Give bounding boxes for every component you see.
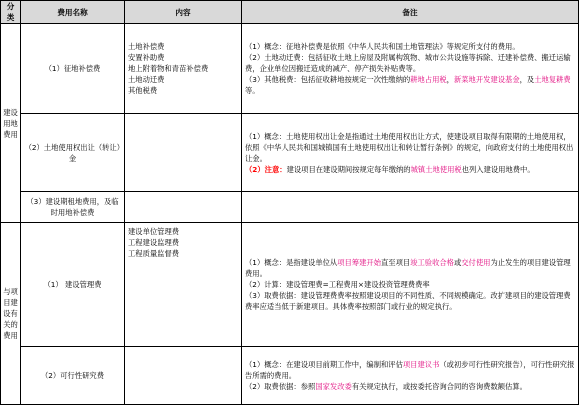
content-cell <box>125 223 242 347</box>
content-item: 安置补助费 <box>128 53 165 62</box>
highlight-text: 耕地占用税 <box>410 75 447 84</box>
fee-name: （3）建设期租地费用，及临时用地补偿费 <box>21 192 125 223</box>
content-item: 土地动迁费 <box>128 75 165 84</box>
remark-paragraph: （3）取费依据：建设管理费费率按照建设项目的不同性质、不同规模确定。改扩建项目的建设管理费费率应适当低于新建项目。具体费率按照部门或行业的规定执行。 <box>245 291 571 311</box>
header-fee-name: 费用名称 <box>21 1 125 24</box>
content-cell <box>125 347 242 405</box>
content-item: 建设单位管理费 <box>128 227 180 236</box>
highlight-text: 交付使用 <box>461 258 491 267</box>
table-row <box>1 192 579 223</box>
table-row <box>1 347 579 405</box>
highlight-text: 项目筹建开始 <box>337 258 381 267</box>
header-remarks: 备注 <box>242 1 579 24</box>
remark-paragraph: （3）其他税费：包括征收耕地按规定一次性缴纳的耕地占用税，新菜地开发建设基金，及土地复耕费等。 <box>245 75 571 95</box>
fee-name: （1） 建设管理费 <box>21 223 125 347</box>
header-row <box>1 1 579 24</box>
remark-paragraph: （2）土地动迁费：包括征收土地上房屋及附属构筑物、城市公共设施等拆除、迁建补偿费、搬迁运输费，企业单位因搬迁造成的减产、停产损失补贴费等。 <box>245 53 571 73</box>
content-cell <box>125 192 242 223</box>
fee-name: （2）可行性研究费 <box>21 347 125 405</box>
remarks-cell <box>242 114 579 192</box>
remark-paragraph: （2）计算：建设管理费=工程费用×建设投资管理费费率 <box>245 280 430 289</box>
category-project-fees: 与项目建设有关的费用 <box>1 223 21 405</box>
remark-paragraph: （1）概念：在建设项目前期工作中，编制和评估项目建议书（或初步可行性研究报告），可行性研究报告所需的费用。 <box>245 360 575 380</box>
remark-paragraph: （2）取费依据：参照国家发改委有关规定执行，或按委托咨询合同的咨询费数额估算。 <box>245 382 527 391</box>
remarks-cell <box>242 347 579 405</box>
remarks-cell <box>242 24 579 114</box>
table-row <box>1 24 579 114</box>
content-cell <box>125 24 242 114</box>
table-row <box>1 114 579 192</box>
remark-paragraph: （1）概念：土地使用权出让金是指通过土地使用权出让方式，使建设项目取得有限期的土地使用权，依照《中华人民共和国城镇国有土地使用权出让和转让暂行条例》的规定，向政府支付的土地使用权出让金。 <box>245 131 574 163</box>
content-item: 其他税费 <box>128 86 158 95</box>
highlight-text: 项目建议书 <box>402 360 440 369</box>
content-item: 地上附着物和青苗补偿费 <box>128 64 209 73</box>
highlight-text: （2）注意： <box>245 164 287 174</box>
highlight-text: 土地复耕费 <box>534 75 571 84</box>
remark-paragraph: （1）概念：征地补偿费是依照《中华人民共和国土地管理法》等规定所支付的费用。 <box>245 42 520 51</box>
category-land-fees: 建设用地费用 <box>1 24 21 223</box>
fee-name: （2）土地使用权出让（转让）金 <box>21 114 125 192</box>
table-row <box>1 223 579 347</box>
content-item: 工程质量监督费 <box>128 249 180 258</box>
header-category: 分类 <box>1 1 21 24</box>
fee-name: （1）征地补偿费 <box>21 24 125 114</box>
content-item: 土地补偿费 <box>128 42 165 51</box>
highlight-text: 国家发改委 <box>315 382 352 391</box>
remarks-cell <box>242 223 579 347</box>
remark-paragraph: （2）注意：建设项目在建设期间按规定每年缴纳的城镇土地使用税也列入建设用地费中。 <box>245 164 535 174</box>
highlight-text: 竣工验收合格 <box>410 258 454 267</box>
header-content: 内容 <box>125 1 242 24</box>
remarks-cell <box>242 192 579 223</box>
highlight-text: 新菜地开发建设基金 <box>453 75 520 84</box>
remark-paragraph: （1）概念：是指建设单位从项目筹建开始直至项目竣工验收合格或交付使用为止发生的项目建设管理费用。 <box>245 258 571 278</box>
highlight-text: 城镇土地使用税 <box>410 164 462 174</box>
content-item: 工程建设监理费 <box>128 238 180 247</box>
content-cell <box>125 114 242 192</box>
